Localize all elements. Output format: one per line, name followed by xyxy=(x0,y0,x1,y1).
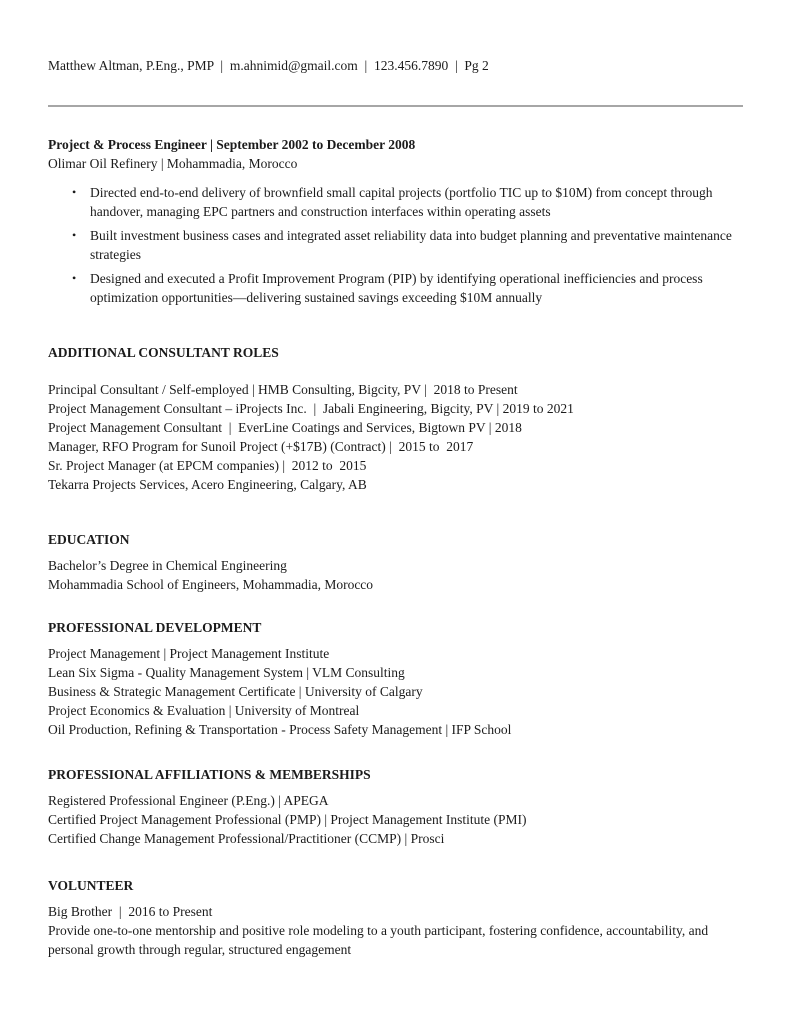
job-bullet: • Directed end-to-end delivery of brownfield small capital projects (portfolio TIC up to $10M) from concept through handover, managing EPC partners and construction interfaces within operating assets xyxy=(48,183,743,221)
resume-line: Mohammadia School of Engineers, Mohammadia, Morocco xyxy=(48,577,374,592)
resume-line: Business & Strategic Management Certificate | University of Calgary xyxy=(48,684,423,699)
resume-line: Provide one-to-one mentorship and positive role modeling to a youth participant, fostering confidence, accountability, and personal growth through regular, structured engagement xyxy=(48,923,712,957)
section-heading: EDUCATION xyxy=(48,532,130,547)
job-title: Project & Process Engineer | September 2002 to December 2008 xyxy=(48,137,416,152)
page-header xyxy=(48,56,743,75)
section-volunteer xyxy=(48,876,743,959)
resume-line: Big Brother | 2016 to Present xyxy=(48,904,213,919)
job-bullet-list xyxy=(48,183,743,307)
section-heading: PROFESSIONAL AFFILIATIONS & MEMBERSHIPS xyxy=(48,767,371,782)
resume-line: Certified Change Management Professional/Practitioner (CCMP) | Prosci xyxy=(48,831,445,846)
header-contact-line: Matthew Altman, P.Eng., PMP | m.ahnimid@gmail.com | 123.456.7890 | Pg 2 xyxy=(48,58,489,73)
resume-line: Project Management | Project Management Institute xyxy=(48,646,330,661)
resume-line: Principal Consultant / Self-employed | HMB Consulting, Bigcity, PV | 2018 to Present xyxy=(48,382,518,397)
resume-line: Bachelor’s Degree in Chemical Engineering xyxy=(48,558,287,573)
section-heading: ADDITIONAL CONSULTANT ROLES xyxy=(48,345,279,360)
job-bullet: • Designed and executed a Profit Improvement Program (PIP) by identifying operational inefficiencies and process optimization opportunities—delivering sustained savings exceeding $10M annually xyxy=(48,269,743,307)
resume-line: Certified Project Management Professional (PMP) | Project Management Institute (PMI) xyxy=(48,812,527,827)
resume-line: Project Management Consultant | EverLine Coatings and Services, Bigtown PV | 2018 xyxy=(48,420,522,435)
resume-line: Registered Professional Engineer (P.Eng.) | APEGA xyxy=(48,793,329,808)
header-divider xyxy=(48,105,743,107)
section-heading: VOLUNTEER xyxy=(48,878,134,893)
job-bullet: • Built investment business cases and integrated asset reliability data into budget planning and preventative maintenance strategies xyxy=(48,226,743,264)
resume-line: Project Economics & Evaluation | University of Montreal xyxy=(48,703,360,718)
resume-line: Tekarra Projects Services, Acero Engineering, Calgary, AB xyxy=(48,477,367,492)
experience-entry xyxy=(48,135,743,307)
section-education xyxy=(48,530,743,594)
resume-line: Sr. Project Manager (at EPCM companies) | 2012 to 2015 xyxy=(48,458,367,473)
section-heading: PROFESSIONAL DEVELOPMENT xyxy=(48,620,262,635)
resume-line: Lean Six Sigma - Quality Management System | VLM Consulting xyxy=(48,665,405,680)
resume-line: Project Management Consultant – iProjects Inc. | Jabali Engineering, Bigcity, PV | 2019 to 2021 xyxy=(48,401,574,416)
section-professional-development xyxy=(48,618,743,739)
resume-line: Manager, RFO Program for Sunoil Project (+$17B) (Contract) | 2015 to 2017 xyxy=(48,439,474,454)
resume-line: Oil Production, Refining & Transportation - Process Safety Management | IFP School xyxy=(48,722,512,737)
job-company-location: Olimar Oil Refinery | Mohammadia, Morocco xyxy=(48,156,298,171)
section-professional-affiliations xyxy=(48,765,743,848)
section-additional-consultant-roles xyxy=(48,343,743,494)
